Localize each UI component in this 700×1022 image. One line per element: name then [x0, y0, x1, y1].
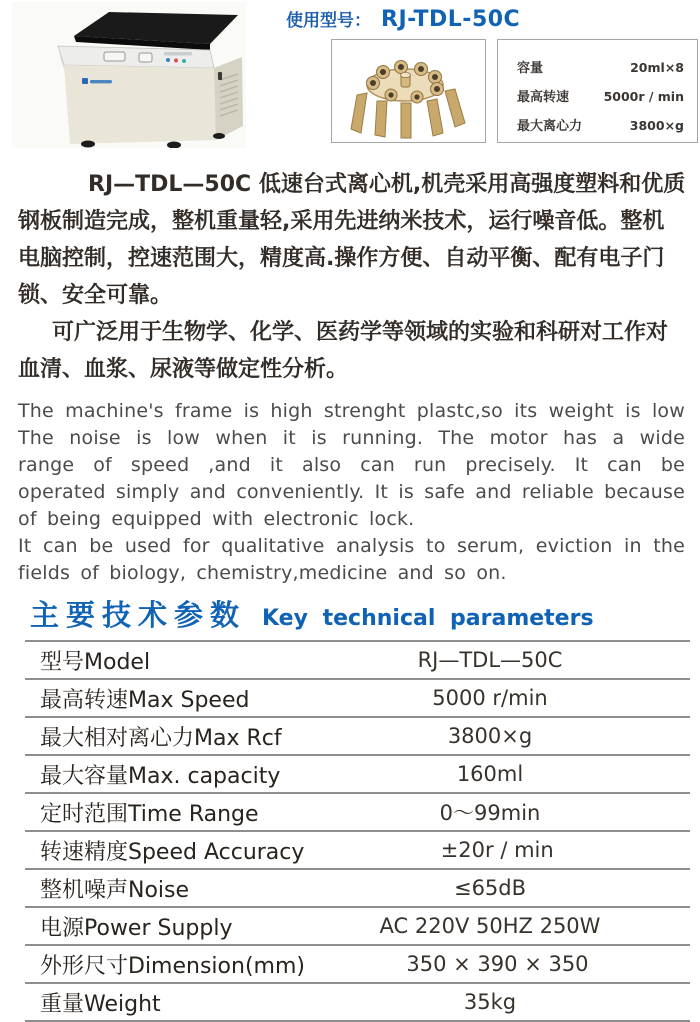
- spec-value: ≤65dB: [453, 876, 527, 900]
- spec-value: AC 220V 50HZ 250W: [379, 914, 601, 938]
- spec-label: 定时范围Time Range: [40, 801, 259, 827]
- spec-value: 0～99min: [439, 801, 541, 825]
- rotor-illustration: [339, 43, 479, 139]
- spec-value: RJ—TDL—50C: [417, 648, 563, 672]
- centrifuge-photo: [12, 2, 246, 148]
- spec-label: 最大相对离心力Max Rcf: [40, 725, 282, 751]
- centrifuge-machine-illustration: [12, 2, 246, 148]
- section-title-en: Key technical parameters: [262, 606, 594, 631]
- table-row: [25, 832, 690, 870]
- quick-spec-label: 最高转速: [517, 90, 570, 105]
- quick-spec-value: 3800×g: [629, 118, 684, 133]
- spec-label: 整机噪声Noise: [40, 877, 190, 903]
- spec-value: 3800×g: [447, 724, 533, 748]
- usage-model-label: 使用型号：: [286, 11, 371, 31]
- table-row: [25, 908, 690, 946]
- spec-label: 外形尺寸Dimension(mm): [40, 953, 305, 979]
- quick-spec-label: 容量: [517, 61, 544, 76]
- spec-value: 5000 r/min: [432, 686, 548, 710]
- description-cn-paragraph-2: 可广泛用于生物学、化学、医药学等领域的实验和科研对工作对血清、血浆、尿液等做定性分析。: [18, 320, 669, 382]
- model-number: RJ-TDL-50C: [381, 7, 521, 32]
- spec-label: 最高转速Max Speed: [40, 687, 250, 713]
- spec-label: 转速精度Speed Accuracy: [40, 839, 305, 865]
- spec-label: 最大容量Max. capacity: [40, 763, 281, 789]
- description-cn-paragraph-1: RJ—TDL—50C 低速台式离心机,机壳采用高强度塑料和优质钢板制造完成，整机重量轻,采用先进纳米技术，运行噪音低。整机电脑控制，控速范围大，精度高.操作方便、自动平衡、配有电子门锁、安全可靠。: [18, 172, 686, 308]
- table-row: [25, 946, 690, 984]
- description-english: [18, 398, 685, 587]
- quick-spec-row: [517, 86, 684, 105]
- spec-value: ±20r / min: [440, 838, 554, 862]
- quick-spec-row: [517, 115, 684, 134]
- top-section: [0, 0, 700, 150]
- description-chinese: [18, 166, 686, 388]
- quick-spec-value: 20ml×8: [630, 60, 684, 75]
- model-header: [286, 6, 520, 32]
- spec-value: 350 × 390 × 350: [406, 952, 589, 976]
- quick-spec-row: [517, 57, 684, 76]
- spec-value: 160ml: [456, 762, 524, 786]
- spec-label: 电源Power Supply: [40, 915, 233, 941]
- table-row: [25, 794, 690, 832]
- table-row: [25, 984, 690, 1022]
- rotor-photo: [331, 39, 486, 143]
- spec-label: 重量Weight: [40, 991, 161, 1017]
- description-en-paragraph-1: The machine's frame is high strenght plastc,so its weight is low The noise is low when it is running. The motor has a wide range of speed ,and it also can run precisely. It can be operated simply and conveniently. It is safe and reliable because of being equipped with electronic lock.: [18, 400, 685, 530]
- table-row: [25, 870, 690, 908]
- section-heading: [30, 593, 700, 634]
- table-row: [25, 642, 690, 680]
- quick-spec-box: [497, 39, 698, 143]
- quick-spec-value: 5000r / min: [603, 89, 684, 104]
- quick-spec-label: 最大离心力: [517, 119, 583, 134]
- spec-table: [25, 640, 690, 1022]
- description-en-paragraph-2: It can be used for qualitative analysis to serum, eviction in the fields of biology, chemistry,medicine and so on.: [18, 535, 685, 584]
- table-row: [25, 756, 690, 794]
- section-title-cn: 主要技术参数: [30, 598, 247, 632]
- table-row: [25, 718, 690, 756]
- spec-value: 35kg: [463, 990, 517, 1014]
- spec-label: 型号Model: [40, 649, 151, 675]
- table-row: [25, 680, 690, 718]
